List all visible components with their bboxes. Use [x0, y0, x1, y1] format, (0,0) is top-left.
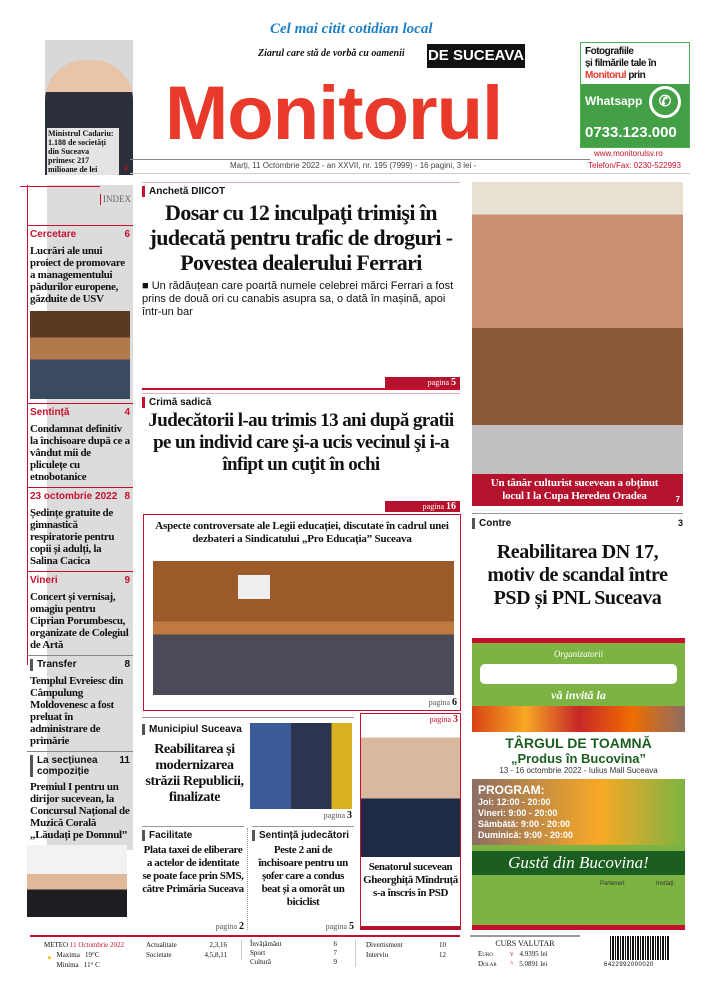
lead-summary: ■ Un rădăuțean care poartă numele celebrei mărci Ferrari a fost prins de două ori cu canabis asupra sa, o dată în mașină, apoi într-un bar [142, 280, 454, 318]
issue-line: Marți, 11 Octombrie 2022 - an XXVII, nr. 195 (7999) - 16 pagini, 3 lei - [230, 161, 477, 170]
program-line: Sâmbătă: 9:00 - 20:00 [478, 819, 571, 829]
index-text: Lucrări ale unui proiect de promovare a managementului pădurilor europene, găzduite de USV [30, 245, 125, 305]
wa-prin: prin [628, 70, 646, 81]
facilitate-headline: Plata taxei de eliberare a actelor de identitate se poate face prin SMS, către Primăria Suceava [142, 844, 244, 895]
region-badge: DE SUCEAVA [427, 44, 525, 68]
index-item[interactable] [27, 571, 133, 651]
sentinta-kicker: Sentință judecători [252, 830, 354, 841]
lead-headline: Dosar cu 12 inculpaţi trimişi în judecată pentru trafic de droguri - Povestea dealerului Ferrari [149, 200, 453, 275]
program-line: Joi: 12:00 - 20:00 [478, 797, 551, 807]
index-item[interactable] [27, 225, 133, 399]
senator-photo [361, 727, 460, 857]
ad-partners: Parteneri: [599, 881, 626, 887]
senator-story[interactable] [360, 713, 461, 930]
teaser-page: 2 [124, 165, 128, 172]
meteo-max: 19°C [85, 951, 100, 959]
sentinta-page[interactable]: pagina 5 [325, 921, 354, 932]
footer-sections-1: Actualitate 2,3,16 Societate 4,5,8,11 [142, 940, 242, 960]
second-page[interactable]: pagina 16 [385, 501, 460, 512]
second-story[interactable] [142, 393, 460, 512]
meteo: METEO 11 Octombrie 2022 ◔ Maxima 19°C Minima 11° C [44, 941, 125, 969]
municipiu-kicker: Municipiul Suceava [142, 724, 354, 735]
footer-rule [30, 935, 460, 937]
bodybuilder-photo[interactable] [472, 182, 683, 506]
organizer-logos [480, 664, 677, 684]
euro-rate: 4.9395 lei [519, 950, 548, 958]
index-category: Sentință [30, 407, 70, 418]
contre-page: 3 [677, 518, 683, 528]
ad-guests: Invitați: [655, 881, 675, 887]
wa-number: 0733.123.000 [585, 124, 677, 141]
weather-icon: ◔ [44, 952, 53, 967]
ad-organizers: Organizatorii [553, 649, 604, 659]
wa-brand: Monitorul [585, 70, 627, 81]
sentinta-story[interactable] [252, 826, 354, 932]
index-text: Condamnat definitiv la închisoare după ce a vândut mii de pliculețe cu etnobotanice [30, 423, 130, 483]
phone: Telefon/Fax: 0230-522993 [588, 161, 681, 170]
wa-line1: Fotografiile [585, 46, 634, 57]
index-item[interactable] [27, 751, 133, 841]
index-label: INDEX [100, 194, 131, 205]
municipiu-page[interactable]: pagina 3 [323, 810, 352, 821]
meteo-min: 11° C [83, 961, 100, 969]
sentinta-headline: Peste 2 ani de închisoare pentru un șofer care a condus beat și a omorât un biciclist [258, 844, 348, 908]
debate-photo [153, 561, 454, 695]
index-page: 8 [124, 659, 130, 670]
sport-caption: Un tânăr culturist sucevean a obținut locul I la Cupa Heredeu Oradea 7 [472, 474, 683, 506]
index-page: 6 [124, 229, 130, 240]
sport-page: 7 [675, 495, 680, 504]
photo-story-headline: Aspecte controversate ale Legii educației, discutate în cadrul unei dezbateri a Sindicatului „Pro Educația” Suceava [155, 520, 449, 545]
down-arrow-icon: v [510, 950, 514, 958]
index-text: Ședințe gratuite de gimnastică respiratorie pentru copii și adulți, la Salina Cacica [30, 507, 115, 567]
index-item[interactable] [27, 487, 133, 567]
teaser-text: Ministrul Cadariu: 1.188 de societăți din Suceava primesc 217 milioane de lei [47, 128, 119, 175]
index-category: Cercetare [30, 229, 77, 240]
conference-photo [30, 311, 130, 399]
masthead-subtitle: Ziarul care stă de vorbă cu oamenii [258, 48, 405, 59]
tagline: Cel mai citit cotidian local [270, 21, 433, 37]
wa-line2: și filmările tale în [585, 58, 657, 69]
index-hline [20, 186, 100, 187]
index-list [27, 225, 133, 917]
index-page: 11 [119, 755, 130, 766]
autumn-leaves [472, 706, 685, 732]
index-category: La secțiunea compoziție [30, 755, 106, 777]
program-line: Vineri: 9:00 - 20:00 [478, 808, 558, 818]
municipiu-story[interactable] [142, 717, 354, 823]
index-page: 4 [124, 407, 130, 418]
lead-kicker: Anchetă DIICOT [142, 186, 460, 197]
logo: Monitorul [165, 71, 503, 156]
second-headline: Judecătorii l-au trimis 13 ani după gratii pe un individ care şi-a ucis vecinul şi i-a înfipt un cuţit în ochi [148, 410, 454, 475]
footer-sections-3: Divertisment 10 Interviu 12 [366, 941, 446, 959]
wa-label: Whatsapp [585, 94, 643, 108]
masthead-rule-2 [130, 173, 690, 174]
municipiu-headline: Reabilitarea și modernizarea străzii Republicii, finalizate [145, 742, 244, 805]
ad-program-label: PROGRAM: [478, 783, 545, 797]
index-text: Premiul I pentru un dirijor sucevean, la Concursul Național de Muzică Corală „Lăudați pe Domnul” [30, 781, 130, 841]
senator-headline: Senatorul sucevean Gheorghiță Mîndruță s-a înscris în PSD [363, 861, 458, 899]
ad-dates: 13 - 16 octombrie 2022 - Iulius Mall Suceava [499, 766, 658, 775]
dotted-divider [247, 828, 248, 930]
senator-page[interactable]: pagina 3 [429, 714, 458, 725]
teaser-photo[interactable] [45, 40, 133, 175]
barcode [610, 936, 670, 960]
meteo-label: METEO [44, 941, 69, 949]
second-kicker: Crimă sadică [142, 397, 460, 408]
ad-banner: Gustă din Bucovina! [472, 851, 685, 875]
facilitate-kicker: Facilitate [142, 830, 244, 841]
index-text: Concert și vernisaj, omagiu pentru Ciprian Porumbescu, organizate de Colegiul de Artă [30, 591, 129, 651]
index-category: Transfer [30, 659, 76, 671]
index-item[interactable] [27, 403, 133, 483]
street-photo [250, 723, 352, 809]
footer-sections-2: Învățământ 6 Sport 7 Cultură 9 [246, 940, 356, 967]
masthead-rule [130, 159, 590, 160]
index-page: 8 [124, 491, 130, 502]
photo-story[interactable] [143, 514, 461, 711]
index-page: 9 [124, 575, 130, 586]
index-item[interactable] [27, 655, 133, 747]
ad-invite: vă invită la [551, 688, 606, 702]
program-line: Duminică: 9:00 - 20:00 [478, 830, 574, 840]
currency-box: CURS VALUTAR Euro v 4.9395 lei Dolar ^ 5.0891 lei [470, 935, 580, 969]
barcode-number: 6422992000020 [604, 962, 654, 968]
whatsapp-icon: ✆ [649, 86, 681, 118]
contre-headline: Reabilitarea DN 17, motiv de scandal între PSD și PNL Suceava [487, 541, 668, 609]
index-category: 23 octombrie 2022 [30, 491, 118, 502]
index-category: Vineri [30, 575, 58, 586]
autumn-fair-ad[interactable] [472, 638, 685, 930]
currency-title: CURS VALUTAR [495, 939, 555, 948]
facilitate-story[interactable] [142, 826, 244, 932]
whatsapp-box[interactable] [580, 42, 690, 148]
dollar-rate: 5.0891 lei [519, 960, 548, 968]
bullet-icon: ■ [142, 280, 152, 292]
contre-kicker: Contre [472, 518, 511, 529]
conductor-photo [27, 845, 127, 917]
lead-story[interactable] [142, 182, 460, 390]
lead-page[interactable]: pagina 5 [385, 377, 460, 388]
website[interactable]: www.monitorulsv.ro [594, 149, 663, 158]
meteo-date: 11 Octombrie 2022 [69, 941, 125, 949]
ad-subtitle: „Produs în Bucovina” [510, 751, 647, 766]
photo-story-page[interactable]: pagina 6 [428, 697, 457, 708]
up-arrow-icon: ^ [510, 960, 514, 968]
index-text: Templul Evreiesc din Câmpulung Moldovenesc a fost preluat în administrare de primărie [30, 675, 124, 747]
contre-story[interactable] [472, 513, 683, 631]
facilitate-page[interactable]: pagina 2 [215, 921, 244, 932]
ad-title: TÂRGUL DE TOAMNĂ [505, 735, 652, 751]
